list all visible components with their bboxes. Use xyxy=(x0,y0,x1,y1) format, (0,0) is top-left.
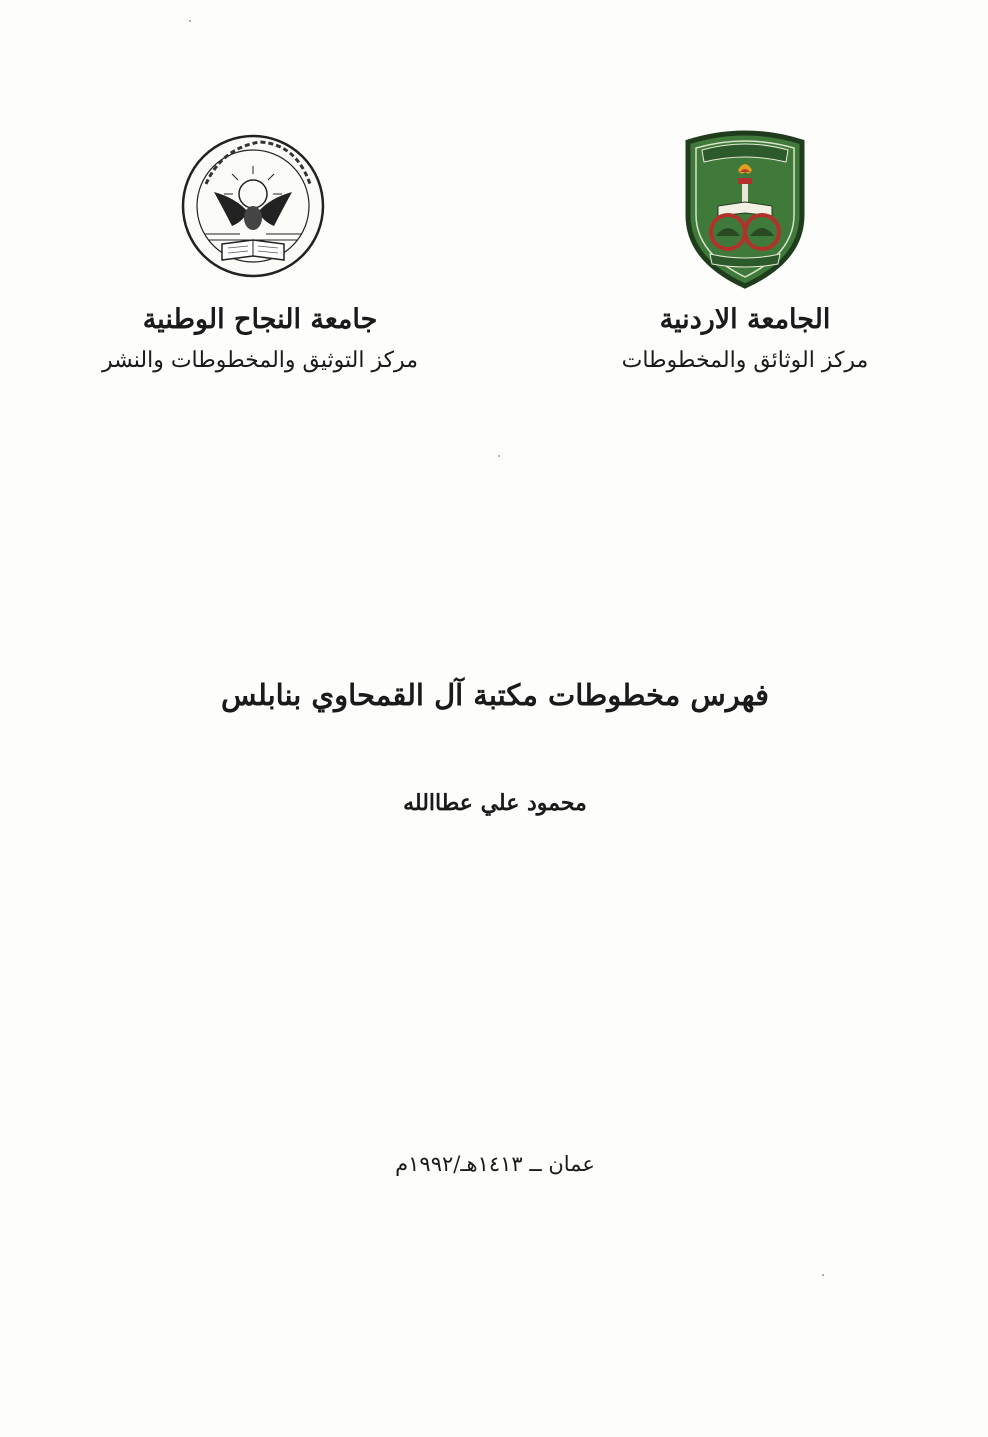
document-author: محمود علي عطاالله xyxy=(403,790,587,816)
an-najah-university-seal-icon xyxy=(178,122,328,290)
document-title: فهرس مخطوطات مكتبة آل القمحاوي بنابلس xyxy=(221,678,769,712)
scan-speck xyxy=(189,20,191,22)
scan-speck xyxy=(498,455,500,457)
jordan-documents-center: مركز الوثائق والمخطوطات xyxy=(621,348,869,373)
najah-documentation-center: مركز التوثيق والمخطوطات والنشر xyxy=(102,348,418,373)
jordan-university-header xyxy=(600,300,890,378)
scan-speck xyxy=(822,1274,824,1276)
jordan-university-name: الجامعة الاردنية xyxy=(659,304,831,335)
najah-university-header xyxy=(80,300,440,378)
najah-university-name: جامعة النجاح الوطنية xyxy=(142,304,378,335)
document-imprint: عمان ــ ١٤١٣هـ/١٩٩٢م xyxy=(395,1152,595,1176)
university-of-jordan-shield-icon xyxy=(680,120,810,290)
